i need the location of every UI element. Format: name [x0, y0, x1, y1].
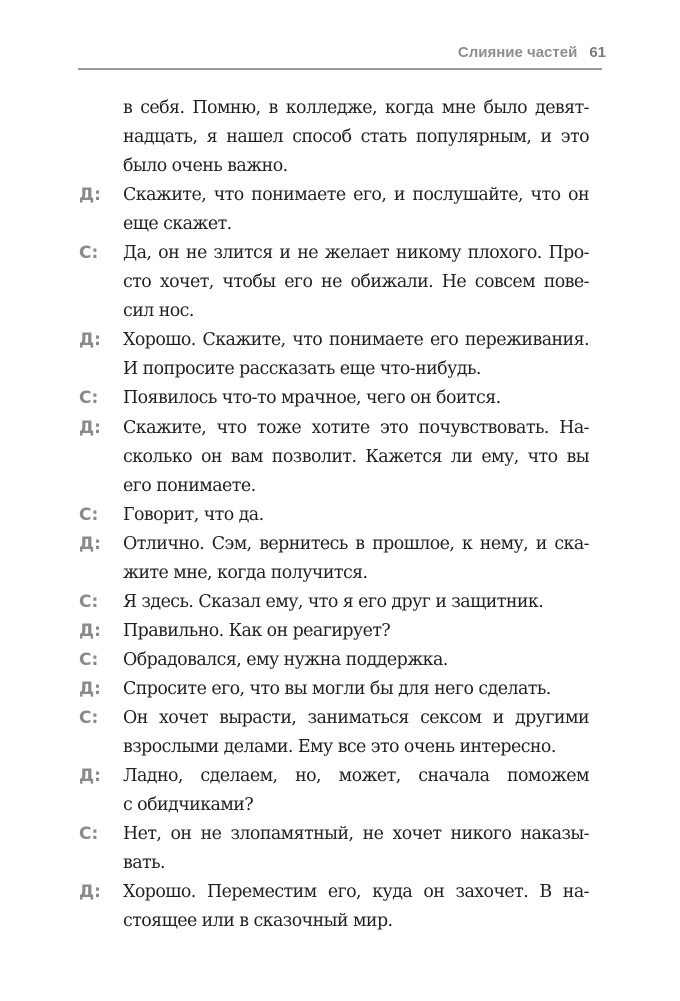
text-line: Нет, он не злопамятный, не хочет никого наказы-: [123, 824, 589, 845]
text-line: Хорошо. Скажите, что понимаете его переживания.: [123, 330, 589, 351]
dialogue-turn: [79, 94, 589, 181]
dialogue-turn: [79, 675, 589, 704]
speaker-label: С:: [79, 649, 99, 670]
utterance: [123, 239, 589, 326]
utterance: [123, 384, 589, 413]
text-line: И попросите рассказать еще что-нибудь.: [123, 359, 481, 380]
header-rule: [78, 68, 602, 70]
text-line: сколько он вам позволит. Кажется ли ему, что вы: [123, 446, 589, 467]
speaker-label: Д:: [79, 882, 101, 903]
dialogue-turn: [79, 646, 589, 675]
speaker-label: Д:: [79, 185, 101, 206]
text-line: Правильно. Как он реагирует?: [123, 620, 391, 641]
dialogue-turn: [79, 530, 589, 588]
dialogue-turn: [79, 820, 589, 878]
text-line: с обидчиками?: [123, 795, 254, 816]
utterance: [123, 675, 589, 704]
speaker-label: Д:: [79, 766, 101, 787]
dialogue-turn: [79, 501, 589, 530]
speaker-label: Д:: [79, 417, 101, 438]
utterance: [123, 414, 589, 501]
dialogue-turn: [79, 878, 589, 936]
utterance: [123, 326, 589, 384]
text-line: Да, он не злится и не желает никому плохого. Про-: [123, 243, 589, 264]
text-line: надцать, я нашел способ стать популярным, и это: [123, 127, 589, 148]
dialogue-turn: [79, 414, 589, 501]
text-line: Спросите его, что вы могли бы для него сделать.: [123, 678, 551, 699]
utterance: [123, 181, 589, 239]
dialogue-turn: [79, 326, 589, 384]
utterance: [123, 501, 589, 530]
text-line: было очень важно.: [123, 156, 288, 177]
utterance: [123, 530, 589, 588]
text-line: Скажите, что тоже хотите это почувствовать. На-: [123, 417, 589, 438]
text-line: Скажите, что понимаете его, и послушайте, что он: [123, 185, 589, 206]
text-line: взрослыми делами. Ему все это очень интересно.: [123, 737, 556, 758]
utterance: [123, 617, 589, 646]
dialogue-turn: [79, 762, 589, 820]
text-line: сто хочет, чтобы его не обижали. Не совсем пове-: [123, 272, 589, 293]
text-line: Я здесь. Сказал ему, что я его друг и защитник.: [123, 591, 544, 612]
speaker-label: Д:: [79, 678, 101, 699]
text-line: Ладно, сделаем, но, может, сначала поможем: [123, 766, 589, 787]
speaker-label: С:: [79, 388, 99, 409]
text-line: еще скажет.: [123, 214, 232, 235]
text-line: в себя. Помню, в колледже, когда мне было девят-: [123, 98, 589, 118]
dialogue-turn: [79, 181, 589, 239]
text-line: Отлично. Сэм, вернитесь в прошлое, к нему, и ска-: [123, 533, 589, 554]
speaker-label: С:: [79, 824, 99, 845]
speaker-label: С:: [79, 591, 99, 612]
dialogue-body: [79, 94, 589, 936]
dialogue-turn: [79, 617, 589, 646]
utterance: [123, 762, 589, 820]
dialogue-turn: [79, 384, 589, 413]
utterance: [123, 646, 589, 675]
speaker-label: С:: [79, 504, 99, 525]
utterance: [123, 820, 589, 878]
speaker-label: Д:: [79, 533, 101, 554]
speaker-label: С:: [79, 243, 99, 264]
text-line: Он хочет вырасти, заниматься сексом и другими: [123, 707, 589, 728]
dialogue-turn: [79, 239, 589, 326]
text-line: жите мне, когда получится.: [123, 562, 368, 583]
chapter-title: Слияние частей: [457, 44, 578, 61]
utterance: [123, 588, 589, 617]
text-line: вать.: [123, 853, 166, 874]
utterance: [123, 94, 589, 181]
utterance: [123, 704, 589, 762]
text-line: сил нос.: [123, 301, 194, 322]
text-line: стоящее или в сказочный мир.: [123, 911, 393, 932]
running-head: [458, 44, 606, 61]
utterance: [123, 878, 589, 936]
dialogue-turn: [79, 588, 589, 617]
text-line: его понимаете.: [123, 475, 256, 496]
speaker-label: Д:: [79, 330, 101, 351]
page-number: 61: [589, 44, 606, 61]
text-line: Хорошо. Переместим его, куда он захочет. В на-: [123, 882, 589, 903]
speaker-label: Д:: [79, 620, 101, 641]
text-line: Обрадовался, ему нужна поддержка.: [123, 649, 448, 670]
text-line: Говорит, что да.: [123, 504, 264, 525]
dialogue-turn: [79, 704, 589, 762]
speaker-label: С:: [79, 707, 99, 728]
text-line: Появилось что-то мрачное, чего он боится.: [123, 388, 501, 409]
